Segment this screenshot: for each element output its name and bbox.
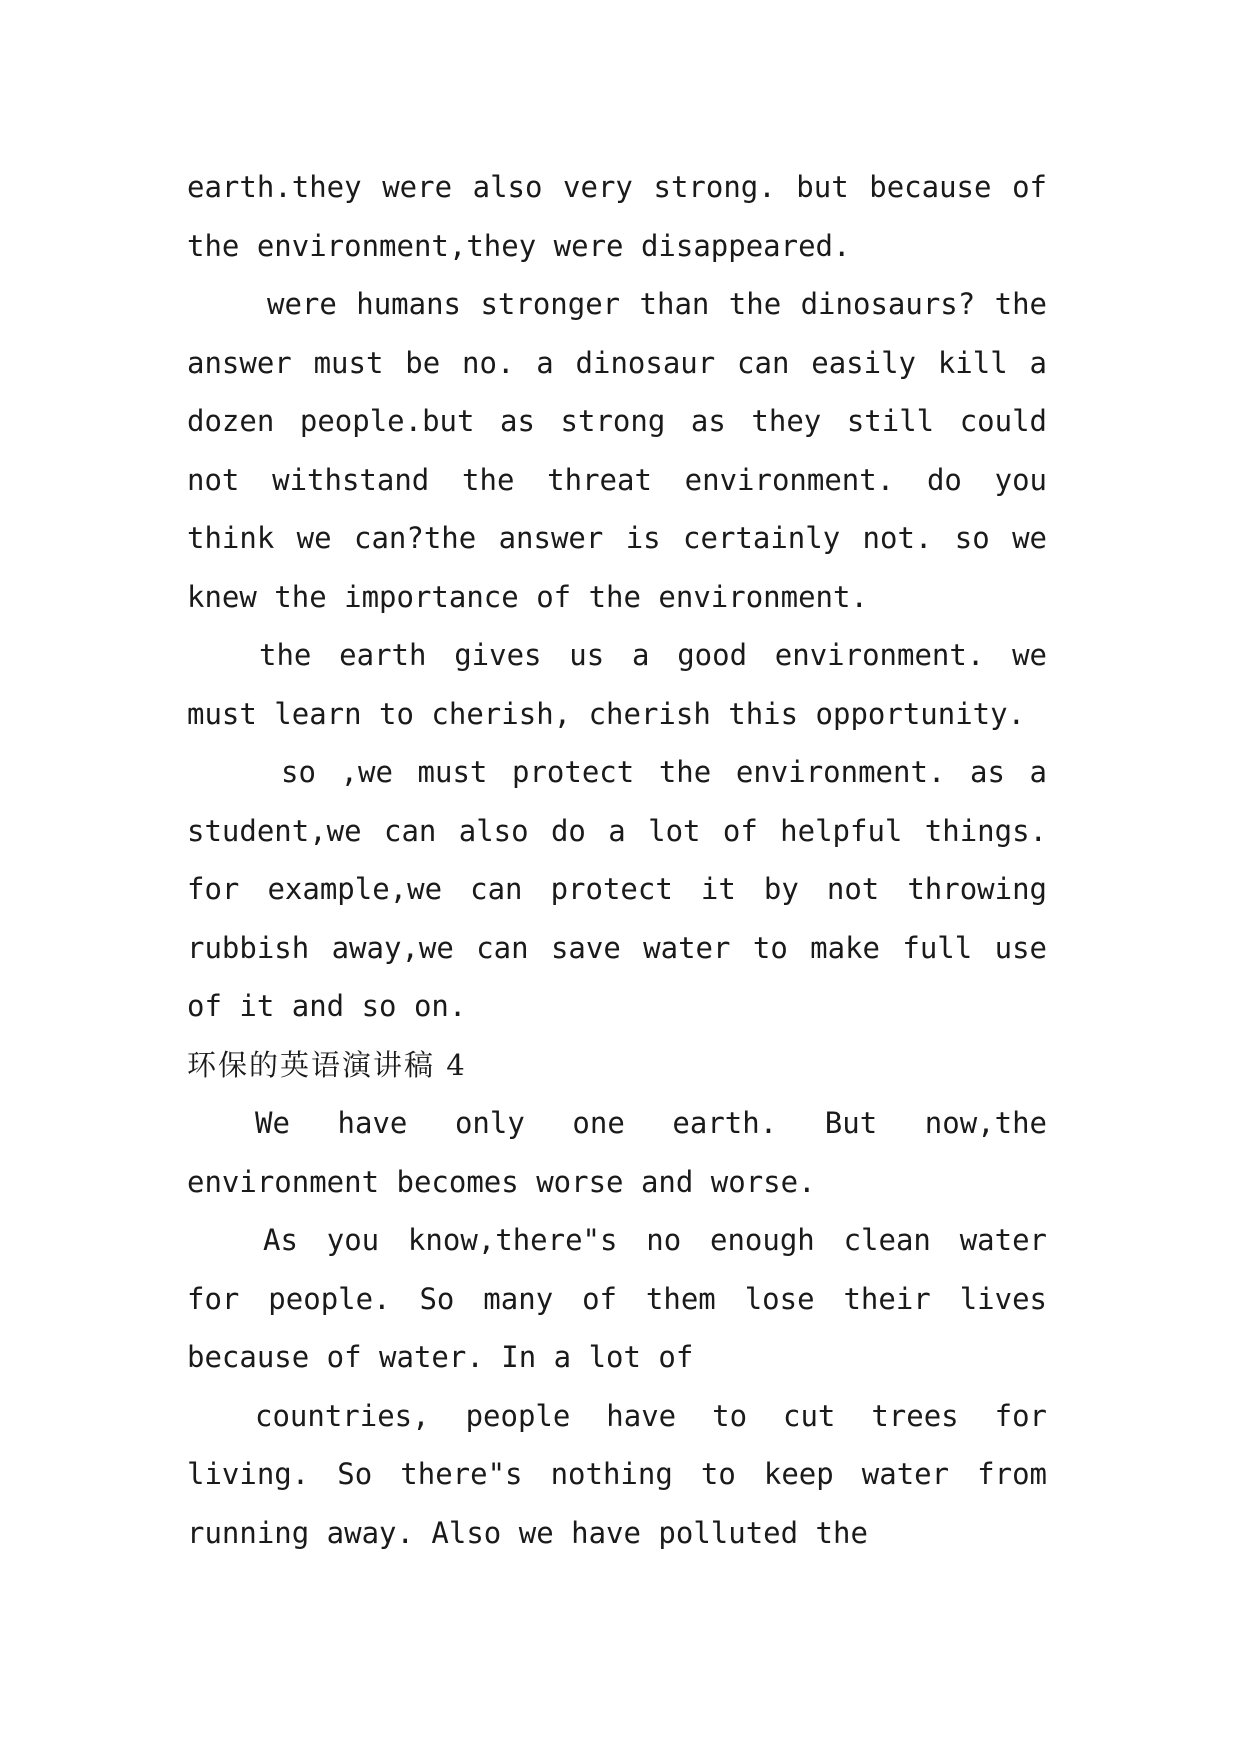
paragraph-dinosaurs: were humans stronger than the dinosaurs? the answer must be no. a dinosaur can easily kill a dozen people.but as strong as they still could not withstand the threat environment. do you think we can?the answer is certainly not. so we knew the importance of the environment. [187,287,1047,614]
paragraph-one-earth: We have only one earth. But now,the environment becomes worse and worse. [187,1106,1047,1199]
paragraph-earth-gives: the earth gives us a good environment. we must learn to cherish, cherish this opportunity. [187,638,1047,731]
paragraph-protect-environment: so ,we must protect the environment. as a student,we can also do a lot of helpful things. for example,we can protect it by not throwing rubbish away,we can save water to make full use of it and so on. [187,755,1047,1023]
paragraph-continuation: earth.they were also very strong. but because of the environment,they were disappeared. [187,170,1047,263]
section-heading: 环保的英语演讲稿 4 [187,1047,467,1082]
paragraph-cut-trees: countries, people have to cut trees for living. So there"s nothing to keep water from running away. Also we have polluted the [187,1398,1047,1550]
document-body [187,158,1047,1562]
paragraph-clean-water: As you know,there"s no enough clean water for people. So many of them lose their lives because of water. In a lot of [187,1223,1047,1374]
